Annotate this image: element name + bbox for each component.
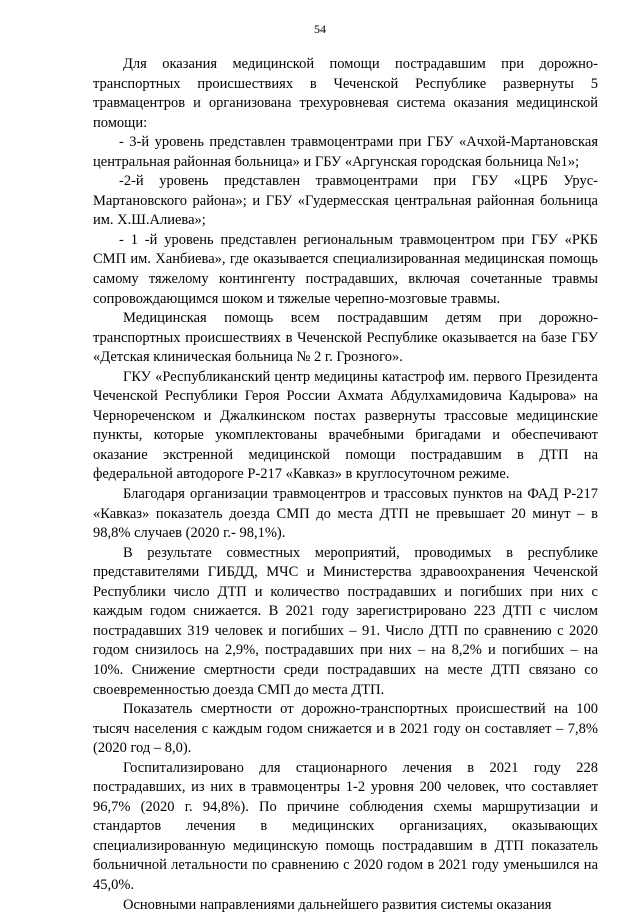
paragraph-intro: Для оказания медицинской помощи пострадавшим при дорожно-транспортных происшествиях в Чеченской Республике развернуты 5 травмацентров и организована трехуровневая система оказания медицинской помощи:: [93, 56, 598, 131]
document-body: [93, 55, 598, 915]
paragraph-mortality-rate: Показатель смертности от дорожно-транспортных происшествий на 100 тысяч населения с каждым годом снижается и в 2021 году он составляет – 7,8% (2020 год – 8,0).: [93, 701, 598, 757]
paragraph-hospitalization: Госпитализировано для стационарного лечения в 2021 году 228 пострадавших, из них в травмоцентры 1-2 уровня 200 человек, что составляет 96,7% (2020 г. 94,8%). По причине соблюдения схемы маршрутизации и стандартов лечения в медицинских организациях, оказывающих специализированную медицинскую помощь пострадавшим в ДТП показатель больничной летальности по сравнению с 2020 годом в 2021 году уменьшился на 45,0%.: [93, 759, 598, 893]
paragraph-level-1: - 1 -й уровень представлен региональным травмоцентром при ГБУ «РКБ СМП им. Ханбиева», где оказывается специализированная медицинская помощь самому тяжелому контингенту пострадавших, включая сочетанные травмы сопровождающимся шоком и тяжелые черепно-мозговые травмы.: [93, 231, 598, 307]
paragraph-main-directions: Основными направлениями дальнейшего развития системы оказания: [123, 896, 552, 913]
paragraph-level-3: - 3-й уровень представлен травмоцентрами при ГБУ «Ачхой-Мартановская центральная районная больница» и ГБУ «Аргунская городская больница №1»;: [93, 134, 598, 170]
paragraph-level-2: -2-й уровень представлен травмоцентрами при ГБУ «ЦРБ Урус-Мартановского района»; и ГБУ «Гудермесская центральная районная больница им. Х.Ш.Алиева»;: [93, 173, 598, 229]
paragraph-disaster-center: ГКУ «Республиканский центр медицины катастроф им. первого Президента Чеченской Республики Героя России Ахмата Абдулхамидовича Кадырова» на Чернореченском и Джалкинском постах развернуты трассовые медицинские пункты, которые укомплектованы врачебными бригадами и обеспечивают оказание экстренной медицинской помощи пострадавшим в ДТП на федеральной автодороге Р-217 «Кавказ» в круглосуточном режиме.: [93, 368, 598, 483]
paragraph-children-care: Медицинская помощь всем пострадавшим детям при дорожно-транспортных происшествиях в Чеченской Республике оказывается на базе ГБУ «Детская клиническая больница № 2 г. Грозного».: [93, 310, 598, 366]
page-number: 54: [314, 22, 326, 36]
paragraph-arrival-time: Благодаря организации травмоцентров и трассовых пунктов на ФАД Р-217 «Кавказ» показатель доезда СМП до места ДТП не превышает 20 минут – в 98,8% случаев (2020 г.- 98,1%).: [93, 486, 598, 542]
paragraph-joint-measures: В результате совместных мероприятий, проводимых в республике представителями ГИБДД, МЧС и Министерства здравоохранения Чеченской Республики число ДТП и количество пострадавших и погибших при них с каждым годом снижается. В 2021 году зарегистрировано 223 ДТП с числом пострадавших 319 человек и погибших – 91. Число ДТП по сравнению с 2020 годом снизилось на 2,9%, пострадавших при них – на 8,2% и погибших – на 10%. Снижение смертности среди пострадавших на месте ДТП связано со своевременностью доезда СМП до места ДТП.: [93, 544, 598, 698]
